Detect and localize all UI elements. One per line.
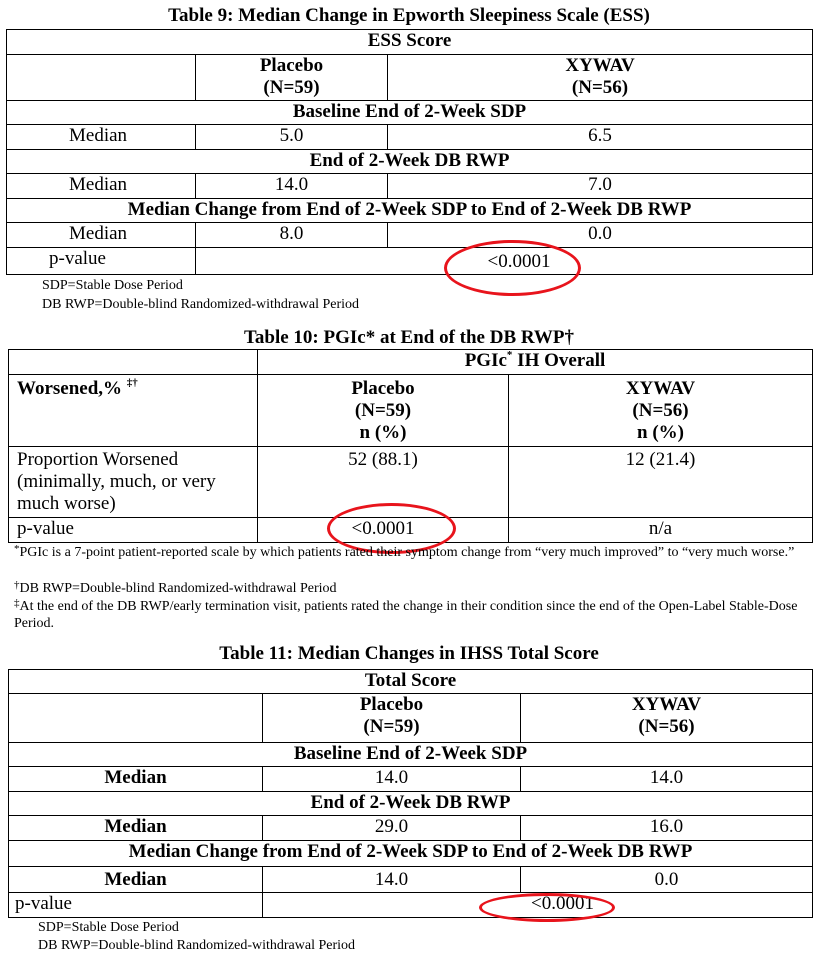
table9-cell: 8.0 xyxy=(196,223,388,248)
table10-title: Table 10: PGIc* at End of the DB RWP† xyxy=(243,327,575,348)
table9-row-label: Median xyxy=(7,174,196,199)
table9 xyxy=(6,29,813,275)
table11-title: Table 11: Median Changes in IHSS Total Score xyxy=(219,643,599,664)
table11-section-baseline: Baseline End of 2-Week SDP xyxy=(9,743,813,767)
table10-cell: 52 (88.1) xyxy=(258,447,509,518)
table9-note-dbrwp: DB RWP=Double-blind Randomized-withdrawal Period xyxy=(42,297,360,312)
table11 xyxy=(8,669,813,918)
table9-row-label: Median xyxy=(7,125,196,150)
table9-row-label: Median xyxy=(7,223,196,248)
table9-cell: 6.5 xyxy=(388,125,813,150)
table11-pvalue-label: p-value xyxy=(9,893,263,918)
table9-section-baseline: Baseline End of 2-Week SDP xyxy=(7,101,813,125)
table9-section-change: Median Change from End of 2-Week SDP to End of 2-Week DB RWP xyxy=(7,199,813,223)
table10-pvalue-xywav: n/a xyxy=(509,518,813,543)
table9-cell: 5.0 xyxy=(196,125,388,150)
table11-note-dbrwp: DB RWP=Double-blind Randomized-withdrawal Period xyxy=(38,938,356,953)
table11-cell: 14.0 xyxy=(521,767,813,792)
table11-col-xywav: XYWAV (N=56) xyxy=(521,694,813,743)
table10-row-header: Worsened,% ‡† xyxy=(9,375,258,447)
table11-section-end: End of 2-Week DB RWP xyxy=(9,792,813,816)
table9-section-end: End of 2-Week DB RWP xyxy=(7,150,813,174)
table10-cell: 12 (21.4) xyxy=(509,447,813,518)
table11-row-label: Median xyxy=(9,767,263,792)
table10-row-label: Proportion Worsened (minimally, much, or very much worse) xyxy=(9,447,258,518)
table11-cell: 14.0 xyxy=(263,867,521,893)
table11-cell: 14.0 xyxy=(263,767,521,792)
table11-pvalue: <0.0001 xyxy=(263,893,813,918)
table9-pvalue-label: p-value xyxy=(7,248,196,275)
table10-col-xywav: XYWAV (N=56) n (%) xyxy=(509,375,813,447)
table11-col-placebo: Placebo (N=59) xyxy=(263,694,521,743)
table11-note-sdp: SDP=Stable Dose Period xyxy=(38,920,179,935)
table11-section-change: Median Change from End of 2-Week SDP to End of 2-Week DB RWP xyxy=(9,841,813,867)
table10-pvalue: <0.0001 xyxy=(258,518,509,543)
table10-col-placebo: Placebo (N=59) n (%) xyxy=(258,375,509,447)
table10-header: PGIc* IH Overall xyxy=(258,350,813,375)
table9-header: ESS Score xyxy=(7,30,813,55)
table11-cell: 0.0 xyxy=(521,867,813,893)
table9-col-xywav: XYWAV (N=56) xyxy=(388,55,813,101)
table9-pvalue: <0.0001 xyxy=(196,248,813,275)
table10-note-pgic: *PGIc is a 7-point patient-reported scale by which patients rated their symptom change from “very much improved” to “very much worse.” xyxy=(14,543,795,560)
table10-note-visit: ‡At the end of the DB RWP/early termination visit, patients rated the change in their condition since the end of the Open-Label Stable-Dose Period. xyxy=(14,597,798,631)
table9-cell: 7.0 xyxy=(388,174,813,199)
table9-cell: 14.0 xyxy=(196,174,388,199)
highlight-circle xyxy=(444,240,581,296)
table9-cell: 0.0 xyxy=(388,223,813,248)
table11-cell: 29.0 xyxy=(263,816,521,841)
table9-title: Table 9: Median Change in Epworth Sleepiness Scale (ESS) xyxy=(168,5,650,26)
highlight-circle xyxy=(479,893,615,922)
table11-header: Total Score xyxy=(9,670,813,694)
table11-row-label: Median xyxy=(9,816,263,841)
table11-cell: 16.0 xyxy=(521,816,813,841)
table11-row-label: Median xyxy=(9,867,263,893)
table9-col-placebo: Placebo (N=59) xyxy=(196,55,388,101)
table9-note-sdp: SDP=Stable Dose Period xyxy=(42,278,183,293)
table10-pvalue-label: p-value xyxy=(9,518,258,543)
table10-note-dbrwp: †DB RWP=Double-blind Randomized-withdrawal Period xyxy=(14,579,337,596)
